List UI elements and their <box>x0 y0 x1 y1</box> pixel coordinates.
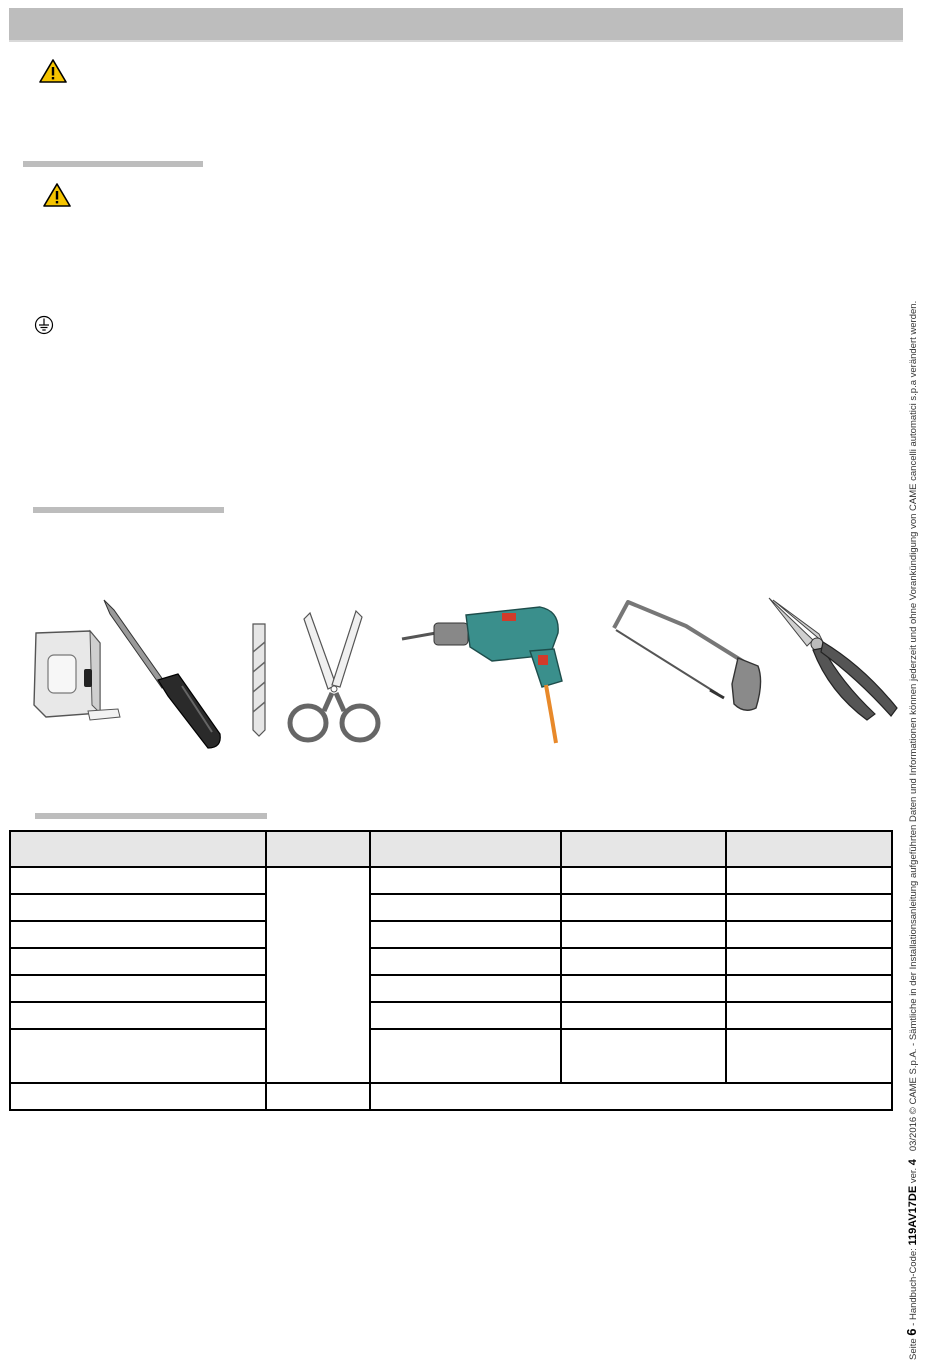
table-cell <box>10 1029 266 1083</box>
table-cell <box>370 867 561 894</box>
page-footer <box>904 250 919 1360</box>
table-row <box>10 975 892 1002</box>
page-number: 6 <box>904 1328 919 1336</box>
table-row <box>10 1083 892 1110</box>
page-label: Seite <box>908 1338 919 1360</box>
table-row <box>10 894 892 921</box>
table-cell <box>726 975 892 1002</box>
copyright-notice: 03/2016 © CAME S.p.A. - Sämtliche in der Installationsanleitung aufgeführten Daten und Informationen können jederzeit und ohne Vorankündigung von CAME cancelli automatici s.p.a verändert werden. <box>908 300 919 1152</box>
table-cell-merged <box>266 867 370 1083</box>
table-cell <box>10 975 266 1002</box>
cable-spec-table <box>9 830 893 1111</box>
table-row <box>10 867 892 894</box>
scissors-icon <box>284 607 384 745</box>
table-cell <box>561 975 726 1002</box>
warning-triangle-icon <box>43 183 71 207</box>
table-cell <box>10 948 266 975</box>
table-cell <box>10 1002 266 1029</box>
table-cell <box>561 921 726 948</box>
pliers-icon <box>767 596 902 734</box>
table-header-row <box>10 831 892 867</box>
table-cell <box>370 1002 561 1029</box>
table-cell <box>370 894 561 921</box>
table-cell <box>561 948 726 975</box>
table-header-cell <box>726 831 892 867</box>
table-cell <box>726 867 892 894</box>
table-cell <box>10 921 266 948</box>
table-header-cell <box>10 831 266 867</box>
hacksaw-icon <box>606 600 766 718</box>
table-cell <box>726 1002 892 1029</box>
section-rule-cables <box>35 813 267 819</box>
table-header-cell <box>266 831 370 867</box>
table-cell <box>561 1029 726 1083</box>
screwdriver-icon <box>100 596 230 756</box>
protective-earth-icon <box>34 315 54 335</box>
drill-bit-icon <box>249 622 271 737</box>
table-cell <box>10 894 266 921</box>
table-cell <box>370 948 561 975</box>
table-cell <box>726 921 892 948</box>
table-cell <box>726 894 892 921</box>
table-cell <box>370 1029 561 1083</box>
table-row <box>10 1029 892 1083</box>
table-cell <box>266 1083 370 1110</box>
table-header-cell <box>370 831 561 867</box>
header-band <box>9 8 903 42</box>
electric-drill-icon <box>400 603 570 745</box>
table-cell <box>370 921 561 948</box>
warning-triangle-icon <box>39 59 67 83</box>
table-row <box>10 1002 892 1029</box>
section-rule-tools <box>33 507 224 513</box>
table-cell <box>726 1029 892 1083</box>
table-row <box>10 921 892 948</box>
table-cell <box>10 867 266 894</box>
table-header-cell <box>561 831 726 867</box>
version-label: ver. <box>908 1167 919 1184</box>
table-cell <box>370 975 561 1002</box>
table-cell <box>561 1002 726 1029</box>
section-rule-safety <box>23 161 203 167</box>
version-number: 4 <box>907 1159 919 1166</box>
table-cell-merged <box>370 1083 892 1110</box>
manual-code: 119AV17DE <box>907 1185 919 1246</box>
table-cell <box>561 867 726 894</box>
table-row <box>10 948 892 975</box>
table-cell <box>561 894 726 921</box>
table-cell <box>10 1083 266 1110</box>
code-label: - Handbuch-Code: <box>908 1248 919 1326</box>
table-cell <box>726 948 892 975</box>
